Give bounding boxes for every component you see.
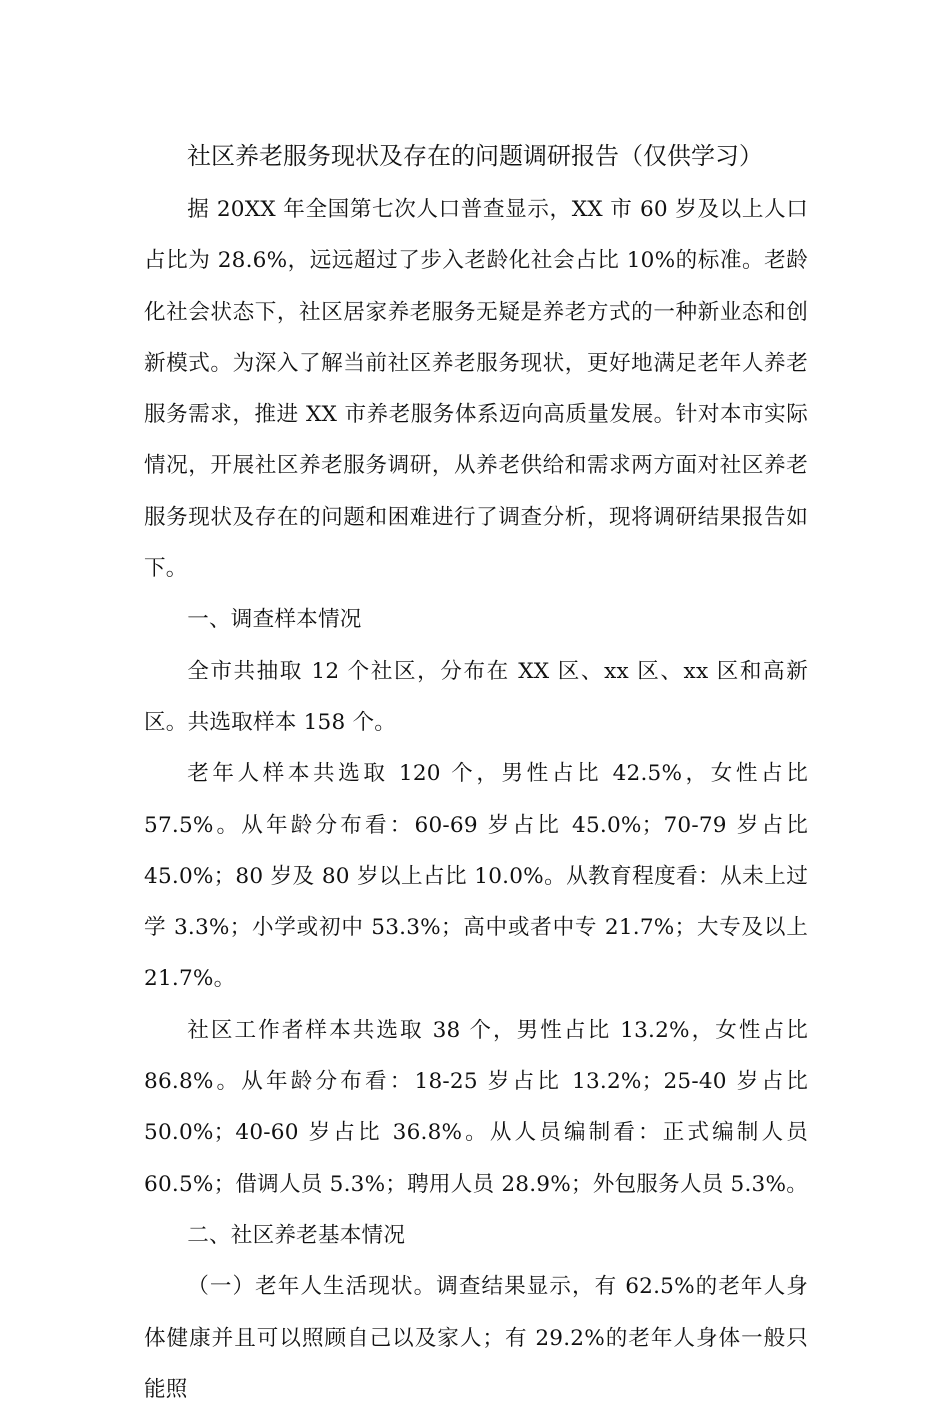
document-body	[144, 184, 808, 1415]
section-heading-1: 一、调查样本情况	[187, 607, 362, 633]
paragraph-elderly-living-status: （一）老年人生活现状。调查结果显示，有 62.5%的老年人身体健康并且可以照顾自己以及家人；有 29.2%的老年人身体一般只能照	[144, 1274, 808, 1402]
paragraph-sample-communities: 全市共抽取 12 个社区，分布在 XX 区、xx 区、xx 区和高新区。共选取样本 158 个。	[144, 658, 808, 735]
paragraph-elderly-sample: 老年人样本共选取 120 个，男性占比 42.5%，女性占比 57.5%。从年龄分布看：60-69 岁占比 45.0%；70-79 岁占比 45.0%；80 岁及 80 岁以上占比 10.0%。从教育程度看：从未上过学 3.3%；小学或初中 53.3%；高中或者中专 21.7%；大专及以上 21.7%。	[144, 761, 808, 992]
paragraph-intro: 据 20XX 年全国第七次人口普查显示，XX 市 60 岁及以上人口占比为 28.6%，远远超过了步入老龄化社会占比 10%的标准。老龄化社会状态下，社区居家养老服务无疑是养老方式的一种新业态和创新模式。为深入了解当前社区养老服务现状，更好地满足老年人养老服务需求，推进 XX 市养老服务体系迈向高质量发展。针对本市实际情况，开展社区养老服务调研，从养老供给和需求两方面对社区养老服务现状及存在的问题和困难进行了调查分析，现将调研结果报告如下。	[144, 197, 808, 582]
section-heading-2: 二、社区养老基本情况	[187, 1222, 406, 1248]
document-title: 社区养老服务现状及存在的问题调研报告（仅供学习）	[187, 142, 763, 170]
paragraph-worker-sample: 社区工作者样本共选取 38 个，男性占比 13.2%，女性占比 86.8%。从年龄分布看：18-25 岁占比 13.2%；25-40 岁占比 50.0%；40-60 岁占比 36.8%。从人员编制看：正式编制人员 60.5%；借调人员 5.3%；聘用人员 28.9%；外包服务人员 5.3%。	[144, 1017, 808, 1197]
